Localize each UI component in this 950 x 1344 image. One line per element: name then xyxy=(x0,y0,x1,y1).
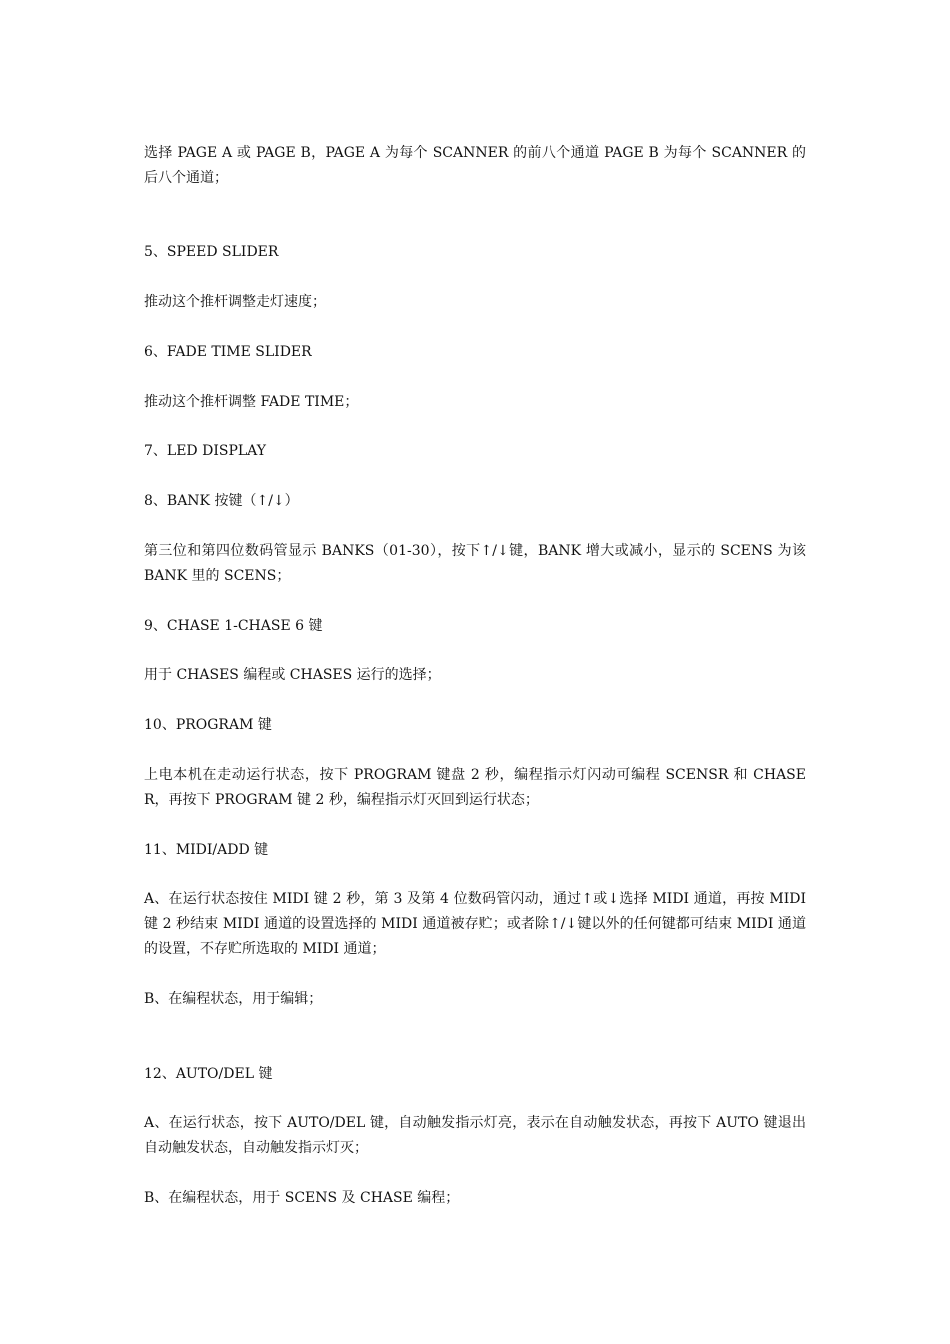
intro-page-select-paragraph: 选择 PAGE A 或 PAGE B，PAGE A 为每个 SCANNER 的前八个通道 PAGE B 为每个 SCANNER 的后八个通道； xyxy=(144,145,806,186)
heading-fade-time-slider: 6、FADE TIME SLIDER xyxy=(144,344,312,360)
heading-program-key: 10、PROGRAM 键 xyxy=(144,717,272,733)
speed-slider-description: 推动这个推杆调整走灯速度； xyxy=(144,294,326,310)
auto-del-program-state-description: B、在编程状态，用于 SCENS 及 CHASE 编程； xyxy=(144,1190,460,1206)
auto-del-run-state-description: A、在运行状态，按下 AUTO/DEL 键，自动触发指示灯亮，表示在自动触发状态，再按下 AUTO 键退出自动触发状态，自动触发指示灯灭； xyxy=(144,1115,806,1156)
midi-add-program-state-description: B、在编程状态，用于编辑； xyxy=(144,991,323,1007)
fade-time-slider-description: 推动这个推杆调整 FADE TIME； xyxy=(144,394,359,410)
program-key-description: 上电本机在走动运行状态，按下 PROGRAM 键盘 2 秒，编程指示灯闪动可编程 SCENSR 和 CHASER，再按下 PROGRAM 键 2 秒，编程指示灯灭回到运行状态； xyxy=(144,767,806,808)
heading-auto-del-key: 12、AUTO/DEL 键 xyxy=(144,1066,273,1082)
bank-keys-description: 第三位和第四位数码管显示 BANKS（01-30），按下↑/↓键，BANK 增大或减小，显示的 SCENS 为该 BANK 里的 SCENS； xyxy=(144,543,806,584)
heading-chase-keys: 9、CHASE 1-CHASE 6 键 xyxy=(144,618,323,634)
midi-add-run-state-description: A、在运行状态按住 MIDI 键 2 秒，第 3 及第 4 位数码管闪动，通过↑或↓选择 MIDI 通道，再按 MIDI 键 2 秒结束 MIDI 通道的设置选择的 MIDI 通道被存贮；或者除↑/↓键以外的任何键都可结束 MIDI 通道的设置，不存贮所选取的 MIDI 通道； xyxy=(144,891,806,957)
heading-speed-slider: 5、SPEED SLIDER xyxy=(144,244,279,260)
heading-bank-keys: 8、BANK 按键（↑/↓） xyxy=(144,493,299,509)
heading-midi-add-key: 11、MIDI/ADD 键 xyxy=(144,842,269,858)
heading-led-display: 7、LED DISPLAY xyxy=(144,443,266,459)
chase-keys-description: 用于 CHASES 编程或 CHASES 运行的选择； xyxy=(144,667,441,683)
